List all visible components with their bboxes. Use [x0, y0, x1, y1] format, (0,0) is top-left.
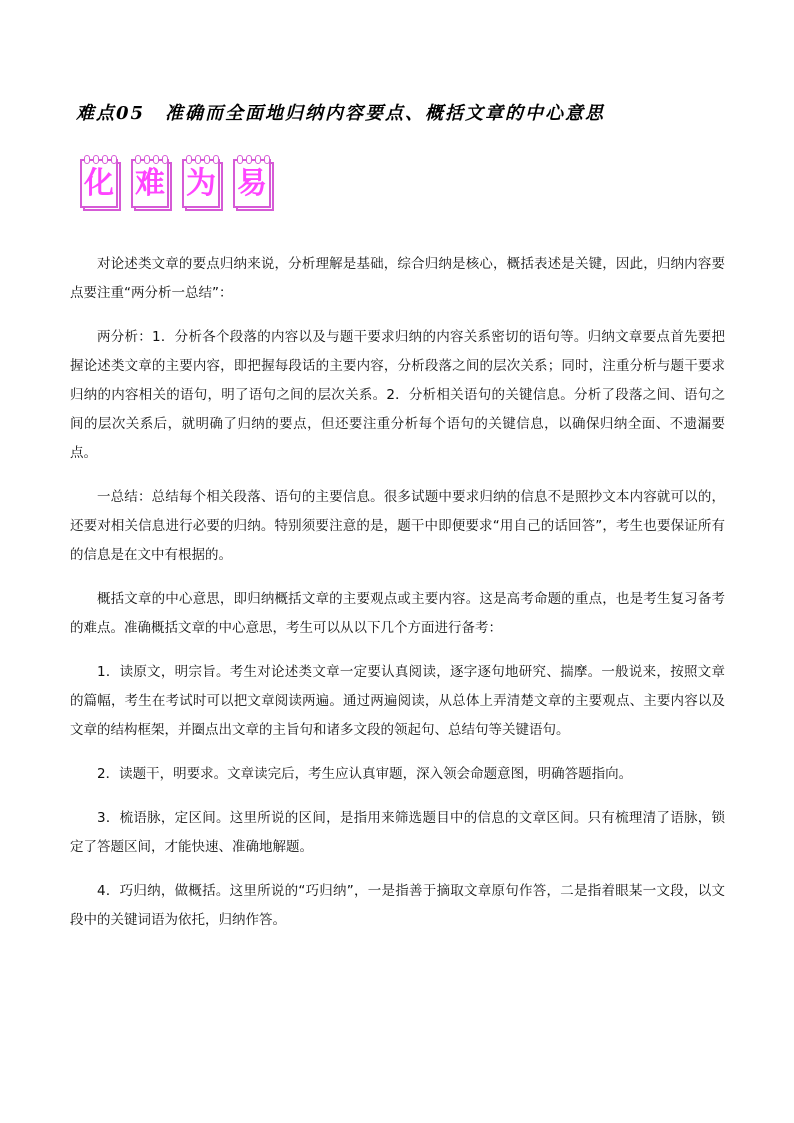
notebook-rings-icon	[237, 155, 270, 164]
card-face	[233, 159, 271, 208]
paragraph-step-1: 1．读原文，明宗旨。考生对论述类文章一定要认真阅读，逐字逐句地研究、揣摩。一般说来，按照文章的篇幅，考生在考试时可以把文章阅读两遍。通过两遍阅读，从总体上弄清楚文章的主要观点、主要内容以及文章的结构框架，并圈点出文章的主旨句和诸多文段的领起句、总结句等关键语句。	[70, 664, 725, 738]
paragraph-central-idea: 概括文章的中心意思，即归纳概括文章的主要观点或主要内容。这是高考命题的重点，也是考生复习备考的难点。准确概括文章的中心意思，考生可以从以下几个方面进行备考：	[70, 591, 725, 636]
badge-char: 为	[186, 165, 216, 201]
badge-char: 化	[84, 165, 114, 201]
paragraph-step-3: 3．梳语脉，定区间。这里所说的区间，是指用来筛选题目中的信息的文章区间。只有梳理清了语脉，锁定了答题区间，才能快速、准确地解题。	[70, 810, 725, 855]
badge-char: 易	[237, 165, 267, 201]
badge-card	[131, 157, 173, 213]
badge-card	[80, 157, 122, 213]
notebook-rings-icon	[135, 155, 168, 164]
card-face	[182, 159, 220, 208]
section-badge	[80, 157, 275, 217]
paragraph-intro: 对论述类文章的要点归纳来说，分析理解是基础，综合归纳是核心，概括表述是关键，因此，归纳内容要点要注重“两分析一总结”：	[70, 256, 725, 301]
notebook-rings-icon	[84, 155, 117, 164]
paragraph-one-summary: 一总结：总结每个相关段落、语句的主要信息。很多试题中要求归纳的信息不是照抄文本内容就可以的，还要对相关信息进行必要的归纳。特别须要注意的是，题干中即便要求“用自己的话回答”，考生也要保证所有的信息是在文中有根据的。	[70, 489, 725, 563]
badge-card	[182, 157, 224, 213]
badge-char: 难	[135, 165, 165, 201]
badge-card	[233, 157, 275, 213]
paragraph-step-2: 2．读题干，明要求。文章读完后，考生应认真审题，深入领会命题意图，明确答题指向。	[97, 766, 633, 782]
paragraph-step-4: 4．巧归纳，做概括。这里所说的“巧归纳”，一是指善于摘取文章原句作答，二是指着眼某一文段，以文段中的关键词语为依托，归纳作答。	[70, 883, 725, 928]
paragraph-two-analyses: 两分析：1．分析各个段落的内容以及与题干要求归纳的内容关系密切的语句等。归纳文章要点首先要把握论述类文章的主要内容，即把握每段话的主要内容，分析段落之间的层次关系；同时，注重分析与题干要求归纳的内容相关的语句，明了语句之间的层次关系。2．分析相关语句的关键信息。分析了段落之间、语句之间的层次关系后，就明确了归纳的要点，但还要注重分析每个语句的关键信息，以确保归纳全面、不遗漏要点。	[70, 329, 725, 461]
card-face	[131, 159, 169, 208]
notebook-rings-icon	[186, 155, 219, 164]
page-title: 难点05 准确而全面地归纳内容要点、概括文章的中心意思	[76, 103, 606, 124]
article-body	[70, 250, 725, 950]
card-face	[80, 159, 118, 208]
